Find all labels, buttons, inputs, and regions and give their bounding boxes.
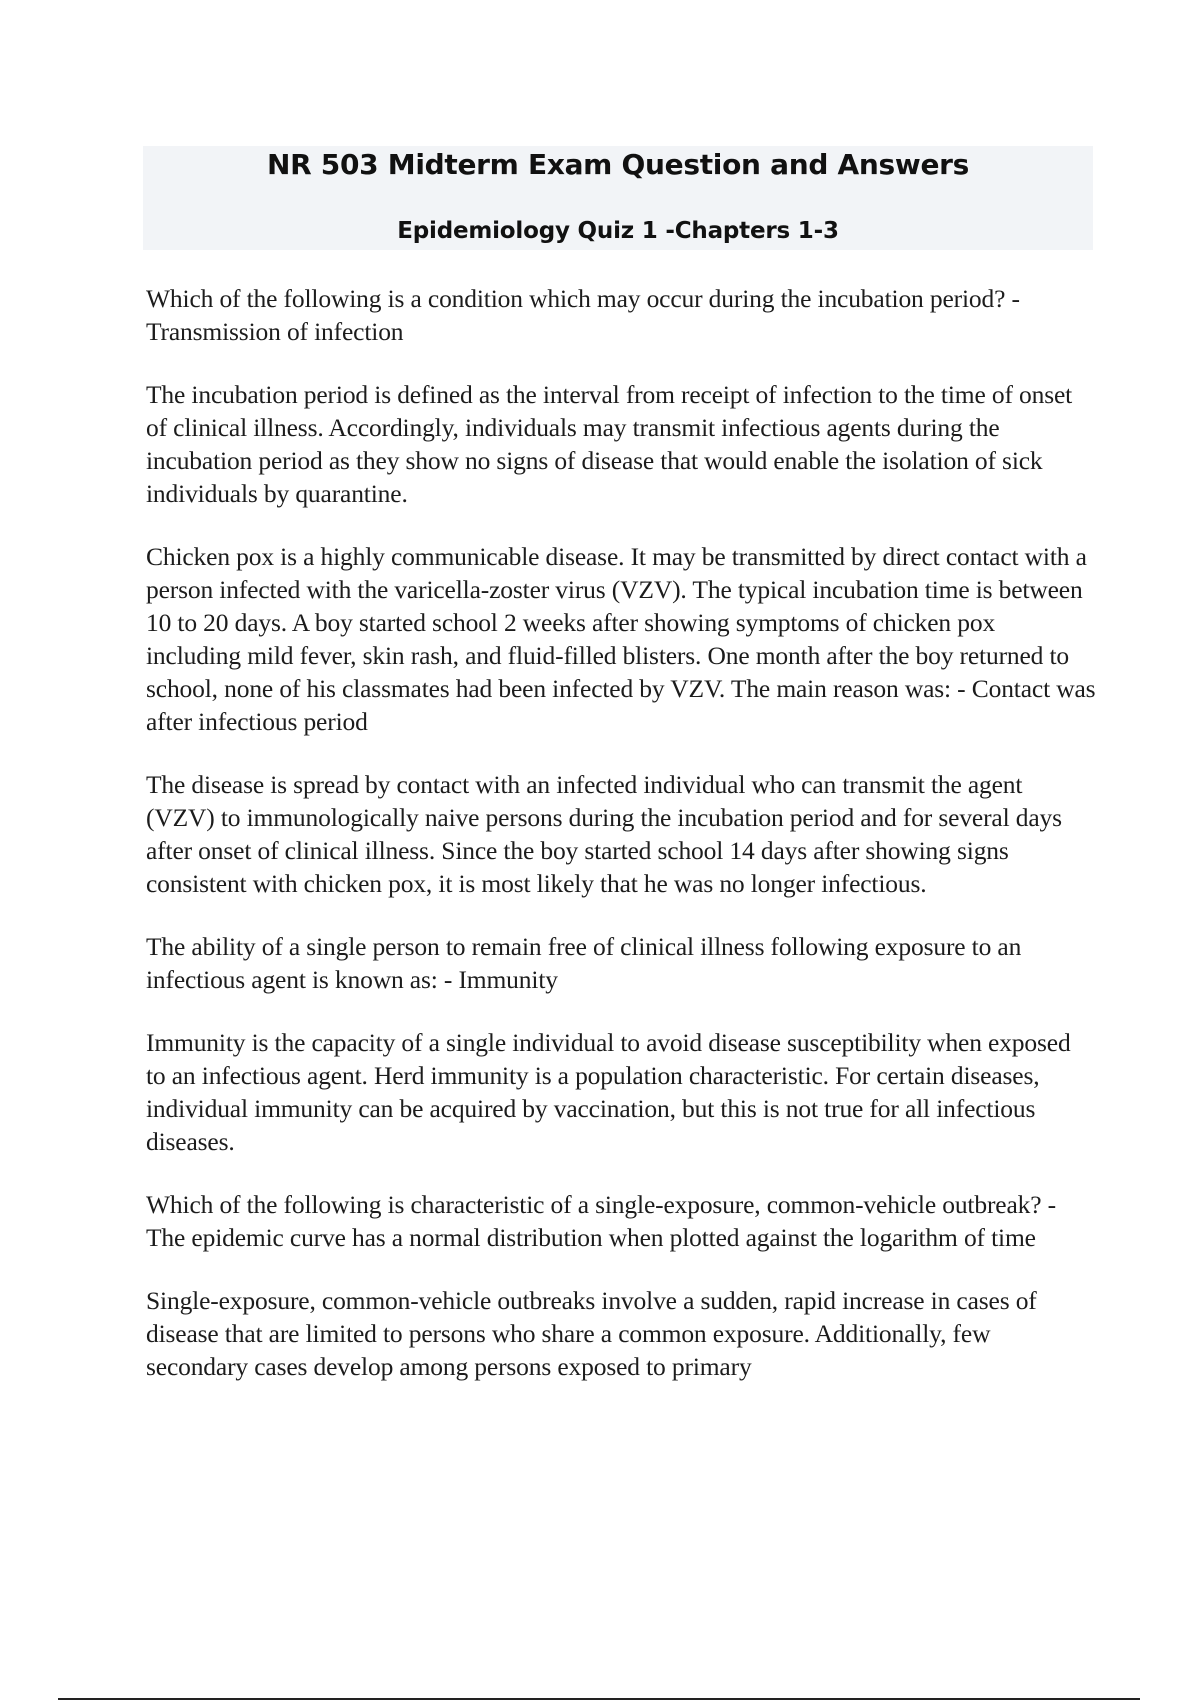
explanation-3: Immunity is the capacity of a single individual to avoid disease susceptibility when exposed to an infectious agent. Herd immunity is a population characteristic. For certain diseases, individual immunity can be acquired by vaccination, but this is not true for all infectious diseases. <box>146 1028 1071 1156</box>
question-2: Chicken pox is a highly communicable disease. It may be transmitted by direct contact with a person infected with the varicella-zoster virus (VZV). The typical incubation time is between 10 to 20 days. A boy started school 2 weeks after showing symptoms of chicken pox including mild fever, skin rash, and fluid-filled blisters. One month after the boy returned to school, none of his classmates had been infected by VZV. The main reason was: - Contact was after infectious period <box>146 542 1096 736</box>
explanation-1: The incubation period is defined as the interval from receipt of infection to the time of onset of clinical illness. Accordingly, individuals may transmit infectious agents during the incubation period as they show no signs of disease that would enable the isolation of sick individuals by quarantine. <box>146 380 1073 508</box>
question-3: The ability of a single person to remain free of clinical illness following exposure to an infectious agent is known as: - Immunity <box>146 932 1022 994</box>
document-title: NR 503 Midterm Exam Question and Answers <box>266 148 970 181</box>
document-subtitle: Epidemiology Quiz 1 -Chapters 1-3 <box>397 218 839 244</box>
explanation-4: Single-exposure, common-vehicle outbreaks involve a sudden, rapid increase in cases of disease that are limited to persons who share a common exposure. Additionally, few secondary cases develop among persons exposed to primary <box>146 1286 1037 1381</box>
question-4: Which of the following is characteristic of a single-exposure, common-vehicle outbreak? - The epidemic curve has a normal distribution when plotted against the logarithm of time <box>146 1190 1056 1252</box>
question-1: Which of the following is a condition which may occur during the incubation period? - Transmission of infection <box>146 284 1020 346</box>
explanation-2: The disease is spread by contact with an infected individual who can transmit the agent (VZV) to immunologically naive persons during the incubation period and for several days after onset of clinical illness. Since the boy started school 14 days after showing signs consistent with chicken pox, it is most likely that he was no longer infectious. <box>146 770 1062 898</box>
document-body <box>146 282 1096 1413</box>
